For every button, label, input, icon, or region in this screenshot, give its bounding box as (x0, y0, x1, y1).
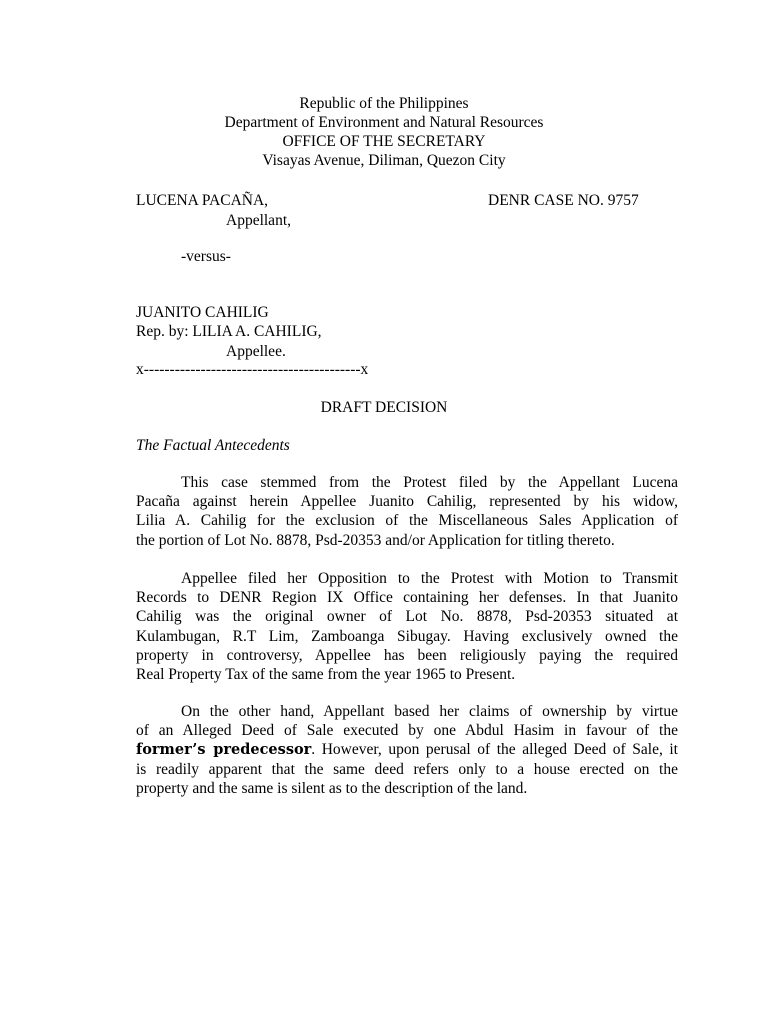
paragraph-1 (136, 473, 678, 550)
paragraph-3 (136, 702, 678, 798)
paragraph-line-mixed (136, 740, 678, 759)
appellee-name: JUANITO CAHILIG (136, 304, 269, 321)
versus-label: -versus- (181, 248, 231, 265)
paragraph-line: On the other hand, Appellant based her claims of ownership by virtue (181, 703, 678, 720)
header-office: OFFICE OF THE SECRETARY (282, 133, 486, 150)
paragraph-line: Kulambugan, R.T Lim, Zamboanga Sibugay. Having exclusively owned the (136, 627, 678, 645)
paragraph-line: is readily apparent that the same deed refers only to a house erected on the (136, 760, 678, 778)
paragraph-line: the portion of Lot No. 8878, Psd-20353 and/or Application for titling thereto. (136, 531, 615, 549)
paragraph-line: property in controversy, Appellee has been religiously paying the required (136, 646, 678, 664)
paragraph-line: Cahilig was the original owner of Lot No. 8878, Psd-20353 situated at (136, 608, 678, 626)
paragraph-text: . However, upon perusal of the alleged Deed of Sale, it (311, 741, 678, 759)
paragraph-line: Real Property Tax of the same from the year 1965 to Present. (136, 666, 516, 684)
appellant-role: Appellant, (226, 212, 291, 229)
header-address: Visayas Avenue, Diliman, Quezon City (262, 152, 506, 169)
paragraph-line: This case stemmed from the Protest filed by the Appellant Lucena (181, 474, 678, 491)
paragraph-line: Appellee filed her Opposition to the Protest with Motion to Transmit (181, 570, 678, 587)
appellee-representative: Rep. by: LILIA A. CAHILIG, (136, 323, 322, 340)
paragraph-line: Pacaña against herein Appellee Juanito Cahilig, represented by his widow, (136, 493, 678, 511)
appellant-name: LUCENA PACAÑA, (136, 192, 269, 209)
document-title: DRAFT DECISION (320, 399, 448, 416)
paragraph-line: Records to DENR Region IX Office containing her defenses. In that Juanito (136, 589, 678, 607)
paragraph-2 (136, 569, 678, 684)
case-number: DENR CASE NO. 9757 (488, 192, 639, 209)
section-heading: The Factual Antecedents (136, 437, 290, 454)
header-republic: Republic of the Philippines (299, 95, 469, 112)
emphasized-text: former’s predecessor (136, 741, 312, 759)
caption-separator: x------------------------------------------x (136, 361, 369, 378)
header-department: Department of Environment and Natural Resources (224, 114, 544, 131)
paragraph-line: of an Alleged Deed of Sale executed by one Abdul Hasim in favour of the (136, 722, 678, 740)
paragraph-line: property and the same is silent as to the description of the land. (136, 779, 528, 797)
appellee-role: Appellee. (226, 343, 286, 360)
paragraph-line: Lilia A. Cahilig for the exclusion of the Miscellaneous Sales Application of (136, 512, 678, 530)
